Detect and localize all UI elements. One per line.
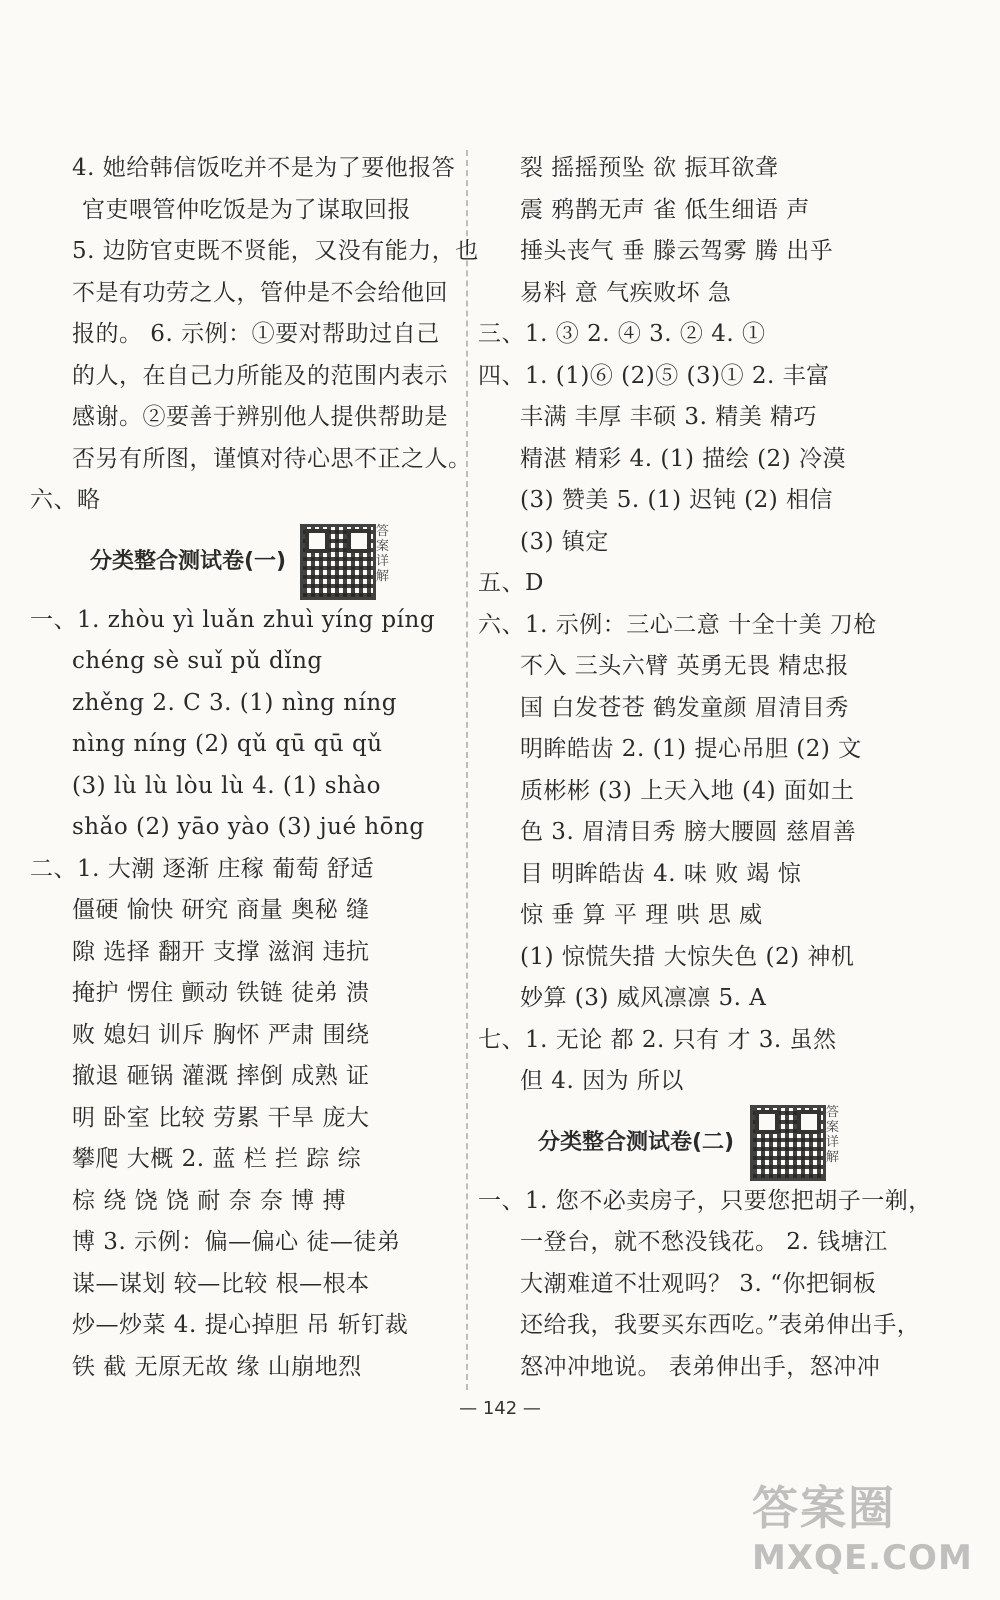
answer-line: 撤退 砸锅 灌溉 摔倒 成熟 证 — [72, 1063, 370, 1089]
answer-line: (3) 赞美 5. (1) 迟钝 (2) 相信 — [520, 487, 834, 513]
answer-line: 铁 截 无原无故 缘 山崩地烈 — [72, 1353, 362, 1380]
answer-line: (3) 镇定 — [520, 528, 609, 555]
section-heading-1 — [30, 522, 460, 600]
answer-line: 隙 选择 翻开 支撑 滋润 违抗 — [72, 938, 370, 965]
answer-line: 攀爬 大概 2. 蓝 栏 拦 踪 综 — [72, 1146, 362, 1172]
answer-line: 色 3. 眉清目秀 膀大腰圆 慈眉善 — [520, 819, 857, 845]
answer-line: 一、1. 您不必卖房子，只要您把胡子一剃， — [478, 1187, 932, 1214]
answer-line: 不是有功劳之人，管仲是不会给他回 — [72, 279, 448, 306]
answer-line: nìng níng (2) qǔ qū qū qǔ — [72, 731, 383, 757]
answer-line: zhěng 2. C 3. (1) nìng níng — [72, 689, 397, 716]
answer-line: 5. 边防官吏既不贤能，又没有能力，也 — [72, 238, 479, 264]
answer-line: 五、D — [478, 570, 544, 596]
answer-line: 国 白发苍苍 鹤发童颜 眉清目秀 — [520, 694, 849, 721]
answer-line: 否另有所图，谨慎对待心思不正之人。 — [72, 445, 472, 472]
answer-line: 二、1. 大潮 逐渐 庄稼 葡萄 舒适 — [30, 855, 374, 882]
qr-label: 答案详解 — [376, 523, 390, 584]
qr-label: 答案详解 — [826, 1104, 840, 1165]
answer-line: 一登台，就不愁没钱花。 2. 钱塘江 — [520, 1229, 888, 1255]
answer-line: 目 明眸皓齿 4. 味 败 竭 惊 — [520, 860, 802, 887]
answer-line: 明 卧室 比较 劳累 干旱 庞大 — [72, 1104, 370, 1131]
answer-line: 4. 她给韩信饭吃并不是为了要他报答 — [72, 155, 456, 181]
qr-code-icon[interactable] — [750, 1105, 826, 1181]
answer-line: 六、1. 示例：三心二意 十全十美 刀枪 — [478, 611, 877, 638]
answer-line: 但 4. 因为 所以 — [520, 1068, 684, 1094]
answer-line: 震 鸦鹊无声 雀 低生细语 声 — [520, 196, 810, 223]
answer-line: 谋—谋划 较—比较 根—根本 — [72, 1270, 370, 1297]
answer-line: 炒—炒菜 4. 提心掉胆 吊 斩钉裁 — [72, 1312, 409, 1338]
answer-line: 裂 摇摇预坠 欲 振耳欲聋 — [520, 155, 779, 181]
answer-line: 还给我，我要买东西吃。”表弟伸出手， — [520, 1312, 921, 1338]
answer-line: 掩护 愣住 颤动 铁链 徒弟 溃 — [72, 980, 370, 1006]
left-column — [30, 148, 479, 1388]
right-answer-block-2 — [478, 1181, 932, 1389]
answer-line: 易料 意 气疾败坏 急 — [520, 279, 732, 306]
left-answer-block-1 — [30, 148, 479, 522]
site-watermark-logo: 答案圈 MXQE.COM — [752, 1481, 973, 1578]
answer-line: 一、1. zhòu yì luǎn zhuì yíng píng — [30, 606, 436, 633]
answer-line: 报的。 6. 示例：①要对帮助过自己 — [72, 321, 440, 347]
section-heading-2 — [478, 1103, 918, 1181]
page-number: — 142 — — [459, 1398, 541, 1419]
answer-line: 六、略 — [30, 487, 101, 513]
answer-line: 惊 垂 算 平 理 哄 思 威 — [520, 902, 763, 928]
answer-line: 棕 绕 饶 饶 耐 奈 奈 博 搏 — [72, 1187, 346, 1214]
answer-line: 败 媳妇 训斥 胸怀 严肃 围绕 — [72, 1021, 370, 1048]
right-column — [478, 148, 932, 1388]
answer-line: 三、1. ③ 2. ④ 3. ② 4. ① — [478, 321, 766, 347]
answer-line: 感谢。②要善于辨别他人提供帮助是 — [72, 404, 448, 430]
answer-line: 四、1. (1)⑥ (2)⑤ (3)① 2. 丰富 — [478, 362, 830, 389]
answer-line: 精湛 精彩 4. (1) 描绘 (2) 冷漠 — [520, 445, 846, 472]
answer-line: 大潮难道不壮观吗？ 3. “你把铜板 — [520, 1270, 877, 1297]
answer-line: (3) lù lù lòu lù 4. (1) shào — [72, 772, 381, 799]
answer-line: 官吏喂管仲吃饭是为了谋取回报 — [82, 196, 411, 223]
answer-line: 明眸皓齿 2. (1) 提心吊胆 (2) 文 — [520, 736, 862, 762]
answer-line: 博 3. 示例：偏—偏心 徒—徒弟 — [72, 1229, 401, 1255]
answer-line: 不入 三头六臂 英勇无畏 精忠报 — [520, 653, 849, 679]
answer-line: 捶头丧气 垂 滕云驾雾 腾 出乎 — [520, 238, 834, 264]
answer-line: (1) 惊慌失措 大惊失色 (2) 神机 — [520, 943, 855, 970]
answer-line: 怒冲冲地说。 表弟伸出手，怒冲冲 — [520, 1353, 881, 1380]
section-title: 分类整合测试卷(一) — [90, 548, 287, 574]
column-divider — [466, 150, 468, 1390]
answer-line: 七、1. 无论 都 2. 只有 才 3. 虽然 — [478, 1026, 837, 1053]
qr-code-icon[interactable] — [300, 524, 376, 600]
answer-line: shǎo (2) yāo yào (3) jué hōng — [72, 814, 425, 840]
left-answer-block-2 — [30, 600, 460, 1389]
answer-line: 妙算 (3) 威风凛凛 5. A — [520, 985, 767, 1011]
answer-line: chéng sè suǐ pǔ dǐng — [72, 648, 323, 674]
answer-line: 丰满 丰厚 丰硕 3. 精美 精巧 — [520, 404, 817, 430]
answer-line: 的人，在自己力所能及的范围内表示 — [72, 362, 448, 389]
answer-line: 质彬彬 (3) 上天入地 (4) 面如土 — [520, 777, 855, 804]
section-title: 分类整合测试卷(二) — [538, 1129, 735, 1155]
answer-line: 僵硬 愉快 研究 商量 奥秘 缝 — [72, 897, 370, 923]
right-answer-block-1 — [478, 148, 918, 1103]
